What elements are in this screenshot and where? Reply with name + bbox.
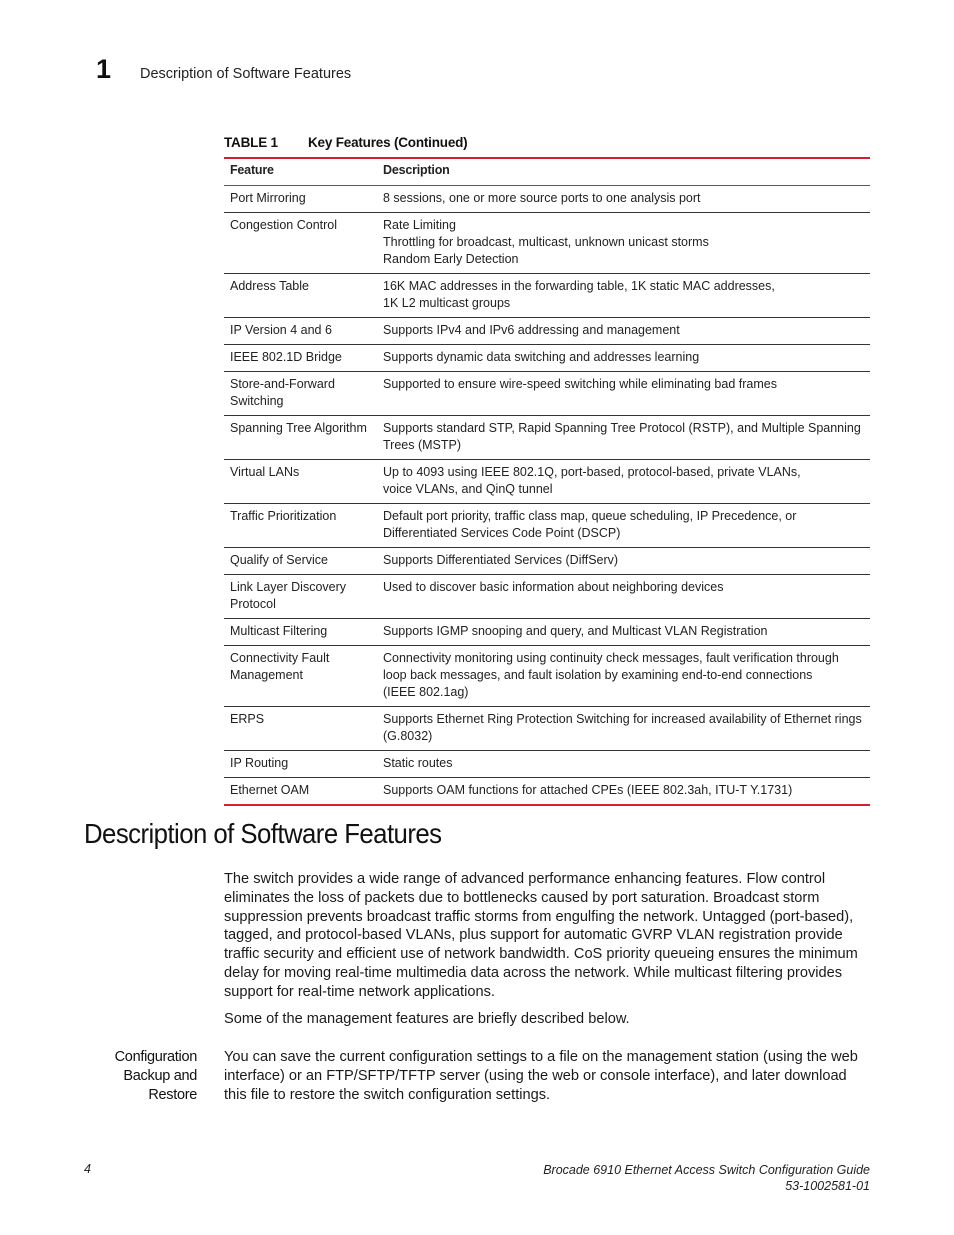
footer-doc-title: Brocade 6910 Ethernet Access Switch Configuration Guide (543, 1163, 870, 1177)
description-line: Supports Ethernet Ring Protection Switching for increased availability of Ethernet rings (G.8032) (383, 712, 862, 743)
description-cell (377, 646, 870, 707)
feature-cell: IEEE 802.1D Bridge (224, 345, 377, 372)
table-row (224, 213, 870, 274)
description-line: Supports Differentiated Services (DiffServ) (383, 553, 619, 567)
table-label: TABLE 1 (224, 135, 278, 150)
table-header-row (224, 158, 870, 186)
chapter-number: 1 (96, 54, 112, 84)
description-line: voice VLANs, and QinQ tunnel (383, 482, 553, 496)
table-row (224, 575, 870, 619)
feature-cell: Traffic Prioritization (224, 504, 377, 548)
description-line: Supports IGMP snooping and query, and Multicast VLAN Registration (383, 624, 768, 638)
description-line: (IEEE 802.1ag) (383, 685, 469, 699)
table-row (224, 274, 870, 318)
subsection-heading-line: Backup and (123, 1068, 197, 1084)
table-caption (224, 135, 870, 150)
description-cell (377, 213, 870, 274)
description-cell (377, 416, 870, 460)
description-cell (377, 504, 870, 548)
description-cell (377, 619, 870, 646)
description-cell (377, 372, 870, 416)
feature-cell: Virtual LANs (224, 460, 377, 504)
management-note: Some of the management features are briefly described below. (224, 1011, 630, 1027)
feature-cell: Multicast Filtering (224, 619, 377, 646)
feature-cell: Spanning Tree Algorithm (224, 416, 377, 460)
table-row (224, 372, 870, 416)
description-line: Supports standard STP, Rapid Spanning Tree Protocol (RSTP), and Multiple Spanning Trees (MSTP) (383, 421, 861, 452)
feature-cell: IP Version 4 and 6 (224, 318, 377, 345)
feature-cell: Port Mirroring (224, 186, 377, 213)
table-row (224, 646, 870, 707)
feature-cell: Link Layer Discovery Protocol (224, 575, 377, 619)
description-cell (377, 345, 870, 372)
description-line: Used to discover basic information about neighboring devices (383, 580, 724, 594)
description-line: Supported to ensure wire-speed switching while eliminating bad frames (383, 377, 777, 391)
feature-cell: Connectivity Fault Management (224, 646, 377, 707)
column-header-description: Description (377, 158, 870, 186)
description-cell (377, 707, 870, 751)
config-backup-paragraph: You can save the current configuration settings to a file on the management station (using the web interface) or an FTP/SFTP/TFTP server (using the web or console interface), and later download this file to restore the switch configuration settings. (224, 1049, 858, 1103)
table-row (224, 548, 870, 575)
table-row (224, 186, 870, 213)
description-line: Throttling for broadcast, multicast, unknown unicast storms (383, 235, 709, 249)
table-title: Key Features (Continued) (308, 135, 468, 150)
description-line: Connectivity monitoring using continuity check messages, fault verification through loop back messages, and fault isolation by examining end-to-end connections (383, 651, 839, 682)
table-row (224, 460, 870, 504)
description-cell (377, 548, 870, 575)
description-line: Up to 4093 using IEEE 802.1Q, port-based, protocol-based, private VLANs, (383, 465, 801, 479)
column-header-feature: Feature (224, 158, 377, 186)
description-cell (377, 751, 870, 778)
subsection-heading-line: Restore (148, 1087, 197, 1103)
description-cell (377, 274, 870, 318)
table-row (224, 318, 870, 345)
description-line: Supports IPv4 and IPv6 addressing and management (383, 323, 680, 337)
description-cell (377, 318, 870, 345)
feature-cell: Store-and-Forward Switching (224, 372, 377, 416)
description-line: 1K L2 multicast groups (383, 296, 511, 310)
description-line: Rate Limiting (383, 218, 456, 232)
description-line: 8 sessions, one or more source ports to one analysis port (383, 191, 701, 205)
description-line: 16K MAC addresses in the forwarding table, 1K static MAC addresses, (383, 279, 775, 293)
description-cell (377, 778, 870, 806)
table-row (224, 416, 870, 460)
description-line: Default port priority, traffic class map, queue scheduling, IP Precedence, or Differentiated Services Code Point (DSCP) (383, 509, 797, 540)
feature-cell: Ethernet OAM (230, 783, 310, 797)
page-number: 4 (84, 1162, 91, 1176)
description-line: Supports OAM functions for attached CPEs (IEEE 802.3ah, ITU-T Y.1731) (383, 783, 793, 797)
description-line: Supports dynamic data switching and addresses learning (383, 350, 700, 364)
feature-cell: Address Table (224, 274, 377, 318)
footer-doc-info (543, 1162, 870, 1194)
description-line: Static routes (383, 756, 453, 770)
feature-cell: ERPS (224, 707, 377, 751)
table-row (224, 504, 870, 548)
feature-cell: Congestion Control (224, 213, 377, 274)
table-row (224, 778, 870, 806)
description-cell (377, 460, 870, 504)
description-cell (377, 186, 870, 213)
feature-cell: Qualify of Service (224, 548, 377, 575)
description-line: Random Early Detection (383, 252, 519, 266)
description-cell (377, 575, 870, 619)
table-body (224, 186, 870, 806)
subsection-heading-line: Configuration (114, 1049, 197, 1065)
table-row (224, 345, 870, 372)
section-heading: Description of Software Features (84, 818, 442, 849)
running-header: Description of Software Features (140, 66, 352, 82)
key-features-table (224, 157, 870, 806)
table-row (224, 619, 870, 646)
table-row (224, 751, 870, 778)
footer-doc-number: 53-1002581-01 (785, 1179, 870, 1193)
table-row (224, 707, 870, 751)
subsection-heading (84, 1048, 197, 1105)
feature-cell: IP Routing (224, 751, 377, 778)
intro-paragraph: The switch provides a wide range of advanced performance enhancing features. Flow control eliminates the loss of packets due to bottlenecks caused by port saturation. Broadcast storm suppression prevents broadcast traffic storms from engulfing the network. Untagged (port-based), tagged, and protocol-based VLANs, plus support for automatic GVRP VLAN registration provide traffic security and efficient use of network bandwidth. CoS priority queueing ensures the minimum delay for moving real-time multimedia data across the network. While multicast filtering provides support for real-time network applications. (224, 871, 858, 1000)
